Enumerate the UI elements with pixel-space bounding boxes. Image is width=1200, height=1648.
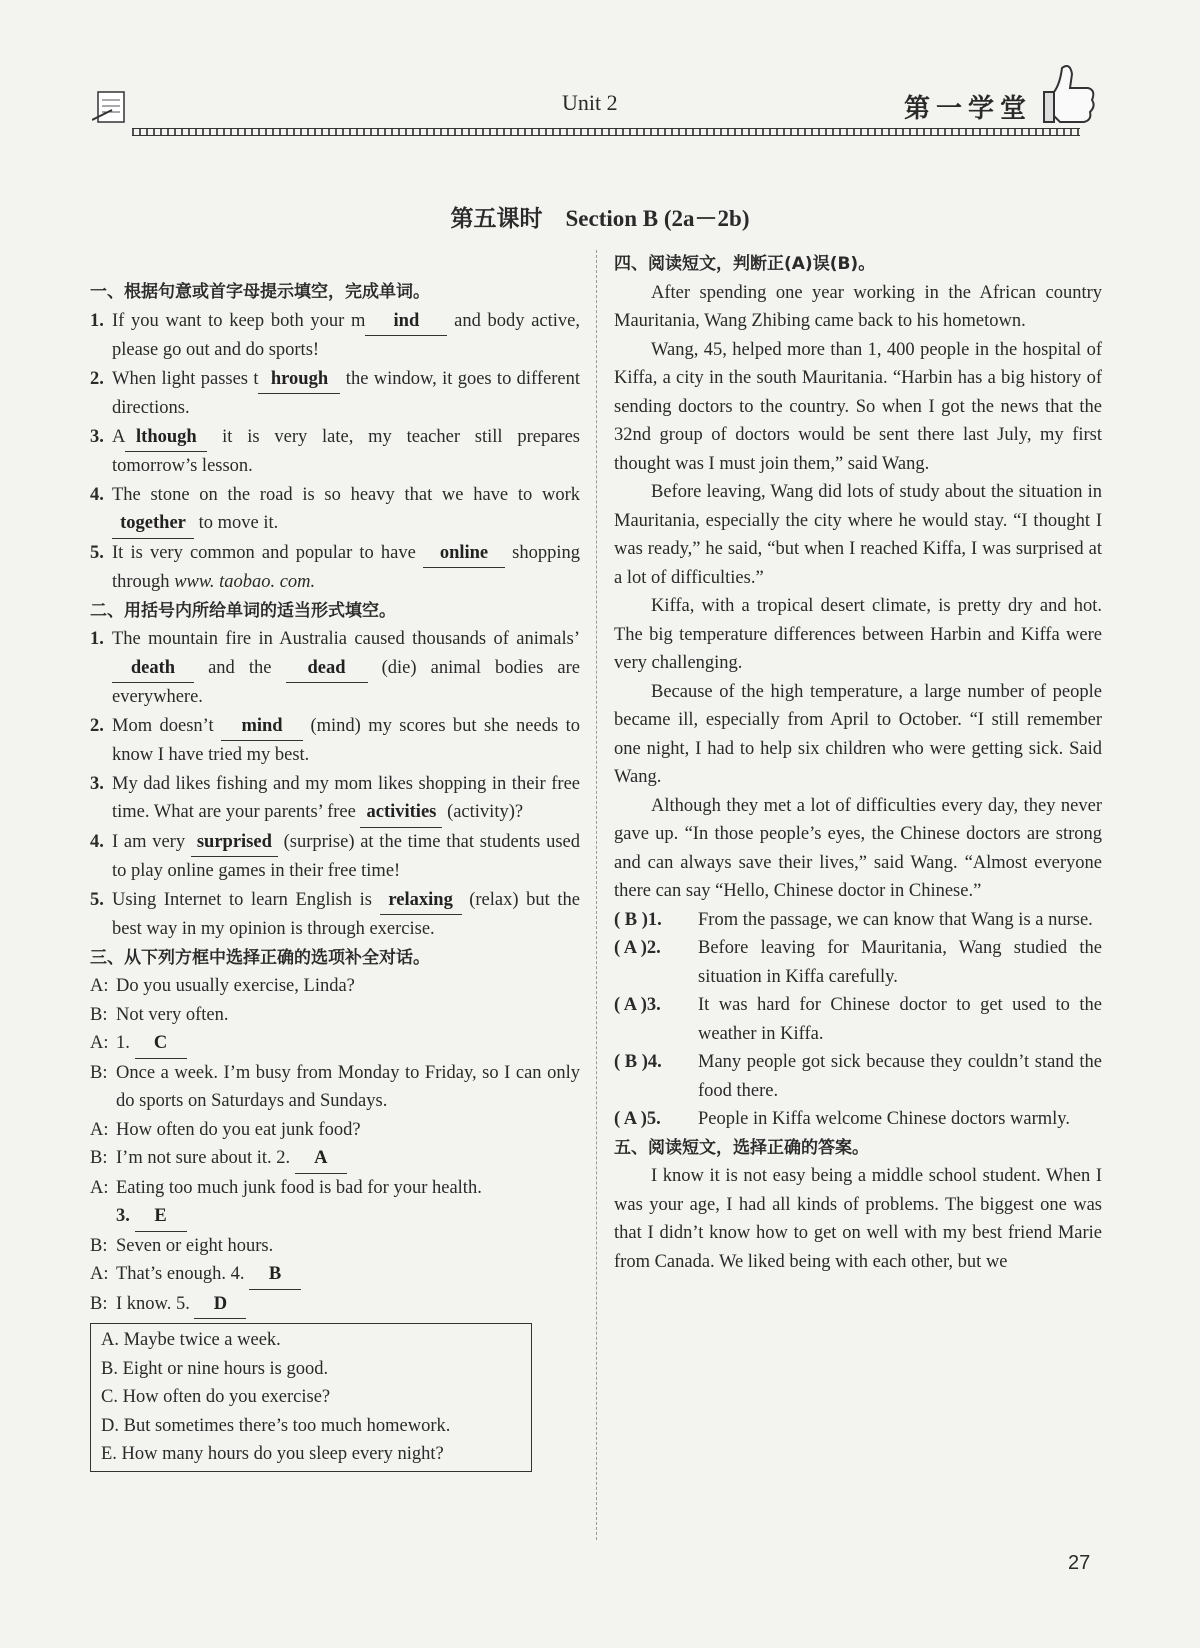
dialogue-line: B: Not very often. (90, 1004, 229, 1025)
true-false-question: ( B )1. From the passage, we can know that Wang is a nurse. (614, 909, 1093, 930)
dialogue-line: A: That’s enough. 4. B (90, 1260, 580, 1290)
option-item: A. Maybe twice a week. (101, 1330, 281, 1350)
answer-blank: lthough (125, 423, 207, 453)
part1-item: 4. The stone on the road is so heavy that we have to work together to move it. (90, 481, 580, 539)
right-column (614, 250, 1102, 1276)
answer-blank: A (295, 1144, 347, 1174)
answer-blank: hrough (258, 365, 340, 395)
page-number: 27 (1068, 1552, 1091, 1574)
option-item: E. How many hours do you sleep every night? (101, 1444, 444, 1464)
passage-paragraph: Because of the high temperature, a large number of people became ill, especially from April to October. “I still remember one night, I had to help six children who were getting sick. Said Wang. (614, 681, 1102, 787)
brand-title: 第一学堂 (904, 94, 1033, 124)
answer-blank: mind (221, 712, 303, 742)
options-box (90, 1323, 532, 1472)
part1-item: 5. It is very common and popular to have online shopping through www. taobao. com. (90, 539, 580, 597)
passage-paragraph: Wang, 45, helped more than 1, 400 people in the hospital of Kiffa, a city in the south Mauritania. “Harbin has a big history of sending doctors to the country. So when I got the news that the 32nd group of doctors would be sent there last July, my first thought was I must join them,” said Wang. (614, 339, 1102, 474)
part3-heading: 三、从下列方框中选择正确的选项补全对话。 (90, 947, 430, 968)
dialogue-line: B: Seven or eight hours. (90, 1235, 274, 1256)
part1-item: 1. If you want to keep both your m ind and body active, please go out and do sports! (90, 307, 580, 365)
passage-paragraph: After spending one year working in the African country Mauritania, Wang Zhibing came back to his hometown. (614, 282, 1102, 331)
answer-blank: together (112, 509, 194, 539)
answer-blank: E (135, 1202, 187, 1232)
thumbs-up-icon (1040, 60, 1100, 132)
answer-blank: D (194, 1290, 246, 1320)
dialogue-line: B: I’m not sure about it. 2. A (90, 1144, 580, 1174)
passage-paragraph: Before leaving, Wang did lots of study about the situation in Mauritania, especially the city where he would stay. “I thought I was ready,” he said, “but when I reached Kiffa, I was surprised at a lot of difficulties.” (614, 482, 1102, 588)
unit-label: Unit 2 (562, 90, 618, 115)
passage-paragraph: I know it is not easy being a middle school student. When I was your age, I had all kinds of problems. The biggest one was that I didn’t know how to get on well with my best friend Marie from Canada. We liked being with each other, but we (614, 1166, 1102, 1272)
part2-item: 1. The mountain fire in Australia caused thousands of animals’ death and the dead (die) animal bodies are everywhere. (90, 629, 580, 707)
notepad-icon (92, 86, 132, 128)
lesson-title: 第五课时 Section B (2a－2b) (450, 206, 750, 231)
true-false-question: ( A )3. It was hard for Chinese doctor to get used to the weather in Kiffa. (614, 995, 1102, 1044)
dialogue-line: A: How often do you eat junk food? (90, 1119, 361, 1140)
dialogue-line: A: Eating too much junk food is bad for your health. (90, 1177, 482, 1198)
answer-blank: ind (365, 307, 447, 337)
dialogue-line: B: Once a week. I’m busy from Monday to Friday, so I can only do sports on Saturdays and Sundays. (90, 1062, 580, 1111)
part1-heading: 一、根据句意或首字母提示填空，完成单词。 (90, 282, 430, 302)
part2-item: 3. My dad likes fishing and my mom likes shopping in their free time. What are your parents’ free activities (activity)? (90, 770, 580, 828)
answer-blank: surprised (191, 828, 278, 858)
option-item: C. How often do you exercise? (101, 1387, 331, 1407)
true-false-question: ( B )4. Many people got sick because they couldn’t stand the food there. (614, 1052, 1102, 1101)
part2-heading: 二、用括号内所给单词的适当形式填空。 (90, 600, 396, 621)
part2-item: 5. Using Internet to learn English is relaxing (relax) but the best way in my opinion is through exercise. (90, 886, 580, 944)
part1-item: 3. A lthough it is very late, my teacher still prepares tomorrow’s lesson. (90, 423, 580, 481)
option-item: B. Eight or nine hours is good. (101, 1358, 329, 1379)
column-divider (596, 250, 597, 1540)
true-false-question: ( A )5. People in Kiffa welcome Chinese doctors warmly. (614, 1109, 1070, 1129)
answer-blank: C (135, 1029, 187, 1059)
dialogue-line: 3. E (90, 1202, 580, 1232)
dialogue-line: B: I know. 5. D (90, 1290, 580, 1320)
answer-blank: dead (286, 654, 368, 684)
dialogue-line: A: 1. C (90, 1029, 580, 1059)
answer-blank: B (249, 1260, 301, 1290)
answer-blank: death (112, 654, 194, 684)
part5-heading: 五、阅读短文，选择正确的答案。 (614, 1137, 869, 1158)
answer-blank: activities (360, 798, 442, 828)
answer-blank: online (423, 539, 505, 569)
left-column (90, 278, 580, 1472)
header-rule (132, 128, 1080, 136)
part2-item: 4. I am very surprised (surprise) at the time that students used to play online games in their free time! (90, 828, 580, 886)
part4-heading: 四、阅读短文，判断正(A)误(B)。 (614, 254, 876, 274)
option-item: D. But sometimes there’s too much homework. (101, 1415, 451, 1436)
part1-item: 2. When light passes t hrough the window, it goes to different directions. (90, 365, 580, 423)
passage-paragraph: Although they met a lot of difficulties every day, they never gave up. “In those people’s eyes, the Chinese doctors are strong and can always save their lives,” said Wang. “Almost everyone there can say “Hello, Chinese doctor in Chinese.” (614, 795, 1102, 901)
passage-paragraph: Kiffa, with a tropical desert climate, is pretty dry and hot. The big temperature differences between Harbin and Kiffa were very challenging. (614, 596, 1102, 673)
true-false-question: ( A )2. Before leaving for Mauritania, Wang studied the situation in Kiffa carefully. (614, 938, 1102, 987)
answer-blank: relaxing (380, 886, 462, 916)
dialogue-line: A: Do you usually exercise, Linda? (90, 976, 355, 996)
part2-item: 2. Mom doesn’t mind (mind) my scores but she needs to know I have tried my best. (90, 712, 580, 770)
